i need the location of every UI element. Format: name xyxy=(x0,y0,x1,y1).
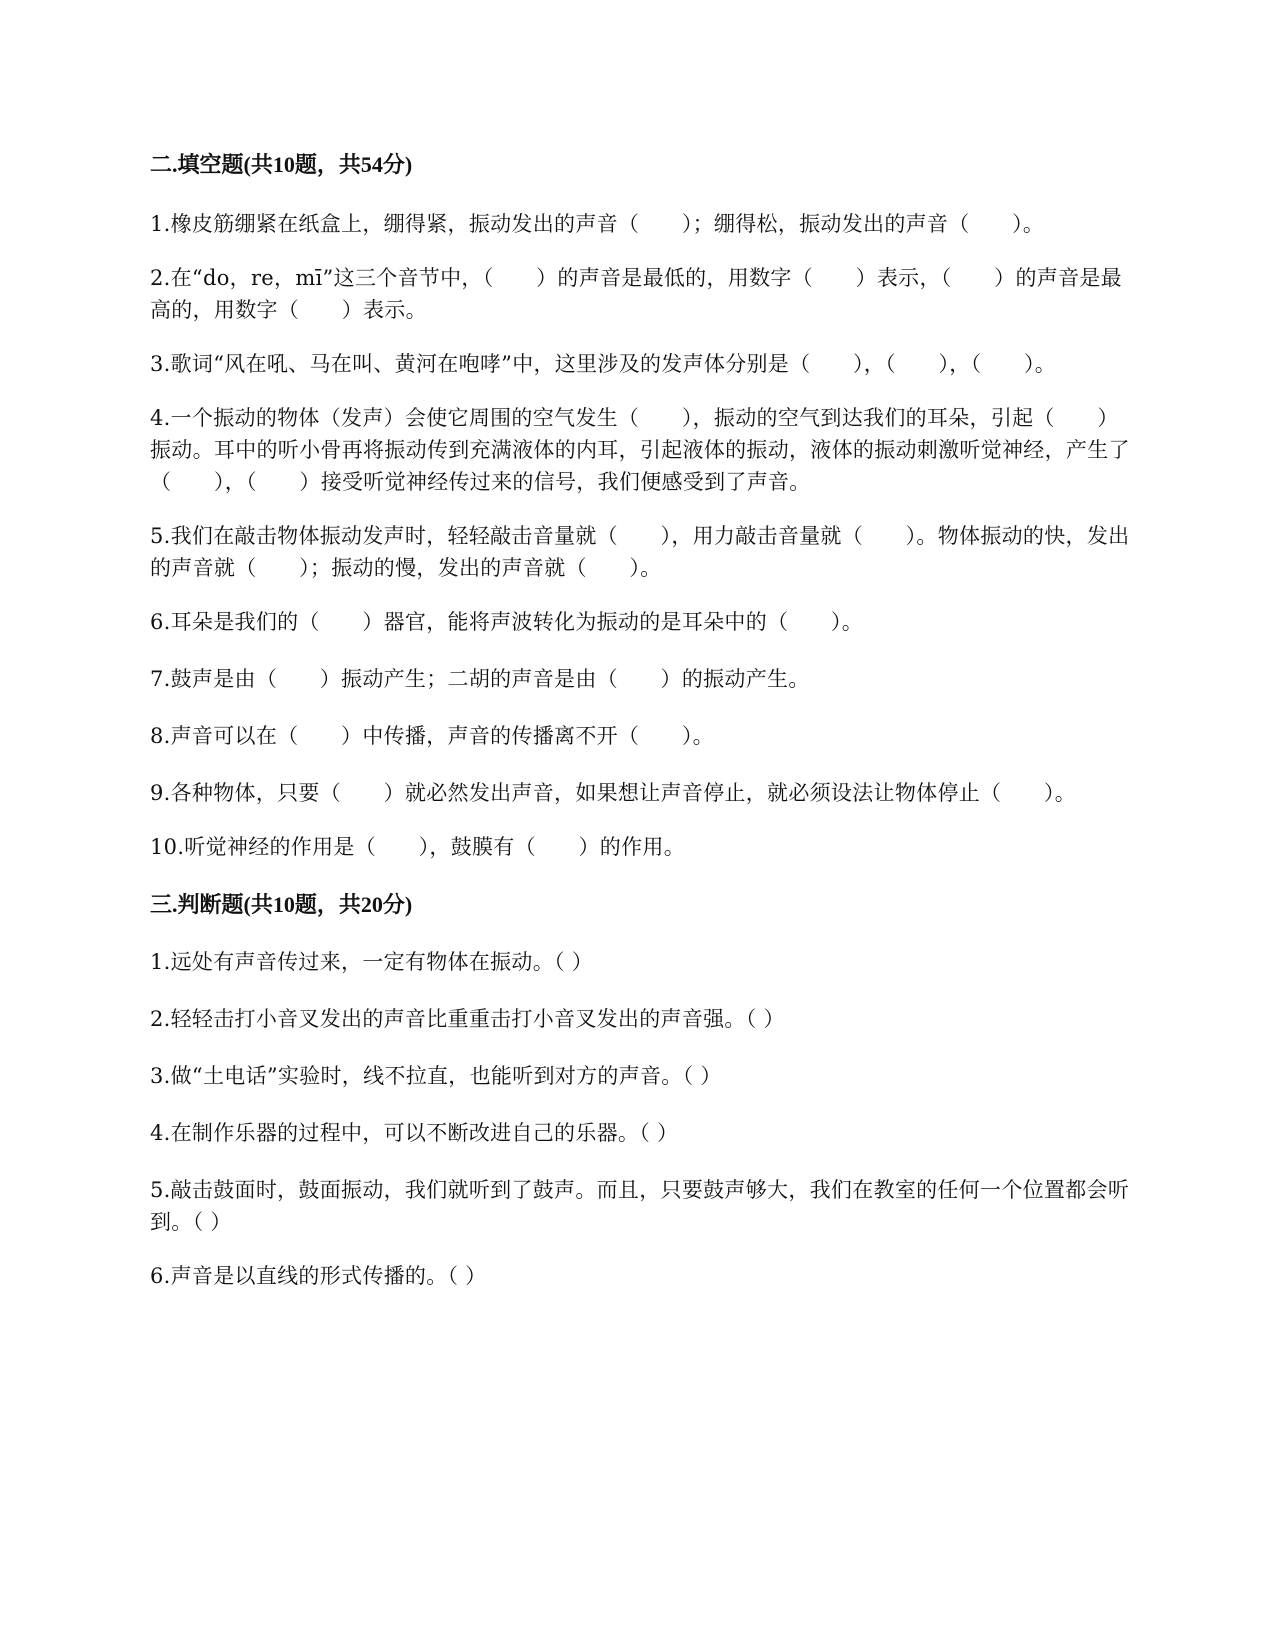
fill-question-7: 7.鼓声是由（ ）振动产生；二胡的声音是由（ ）的振动产生。 xyxy=(150,667,810,691)
fill-question-6: 6.耳朵是我们的（ ）器官，能将声波转化为振动的是耳朵中的（ ）。 xyxy=(150,610,864,634)
fill-question-4: 4.一个振动的物体（发声）会使它周围的空气发生（ ），振动的空气到达我们的耳朵，引起（ ）振动。耳中的听小骨再将振动传到充满液体的内耳，引起液体的振动，液体的振动刺激听觉神经，产生了（ ），（ ）接受听觉神经传过来的信号，我们便感受到了声音。 xyxy=(150,406,1130,494)
judge-question-1: 1.远处有声音传过来，一定有物体在振动。（ ） xyxy=(150,950,594,974)
fill-question-5: 5.我们在敲击物体振动发声时，轻轻敲击音量就（ ），用力敲击音量就（ ）。物体振动的快，发出的声音就（ ）；振动的慢，发出的声音就（ ）。 xyxy=(150,524,1130,580)
judge-question-6: 6.声音是以直线的形式传播的。（ ） xyxy=(150,1264,487,1288)
fill-question-2: 2.在“do，re，mī”这三个音节中，（ ）的声音是最低的，用数字（ ）表示，（ ）的声音是最高的，用数字（ ）表示。 xyxy=(150,266,1122,322)
fill-question-3: 3.歌词“风在吼、马在叫、黄河在咆哮”中，这里涉及的发声体分别是（ ），（ ），（ ）。 xyxy=(150,352,1057,376)
fill-question-1: 1.橡皮筋绷紧在纸盒上，绷得紧，振动发出的声音（ ）；绷得松，振动发出的声音（ ）。 xyxy=(150,212,1045,236)
section-title-fill-in: 二.填空题(共10题，共54分) xyxy=(150,152,413,177)
section-title-true-false: 三.判断题(共10题，共20分) xyxy=(150,892,413,917)
fill-question-8: 8.声音可以在（ ）中传播，声音的传播离不开（ ）。 xyxy=(150,724,714,748)
fill-question-9: 9.各种物体，只要（ ）就必然发出声音，如果想让声音停止，就必须设法让物体停止（ ）。 xyxy=(150,781,1077,805)
exam-page xyxy=(150,148,1130,1317)
fill-question-10: 10.听觉神经的作用是（ ），鼓膜有（ ）的作用。 xyxy=(150,835,685,859)
judge-question-4: 4.在制作乐器的过程中，可以不断改进自己的乐器。（ ） xyxy=(150,1121,679,1145)
judge-question-5: 5.敲击鼓面时，鼓面振动，我们就听到了鼓声。而且，只要鼓声够大，我们在教室的任何一个位置都会听到。（ ） xyxy=(150,1178,1130,1234)
judge-question-3: 3.做“土电话”实验时，线不拉直，也能听到对方的声音。（ ） xyxy=(150,1064,722,1088)
judge-question-2: 2.轻轻击打小音叉发出的声音比重重击打小音叉发出的声音强。（ ） xyxy=(150,1007,785,1031)
